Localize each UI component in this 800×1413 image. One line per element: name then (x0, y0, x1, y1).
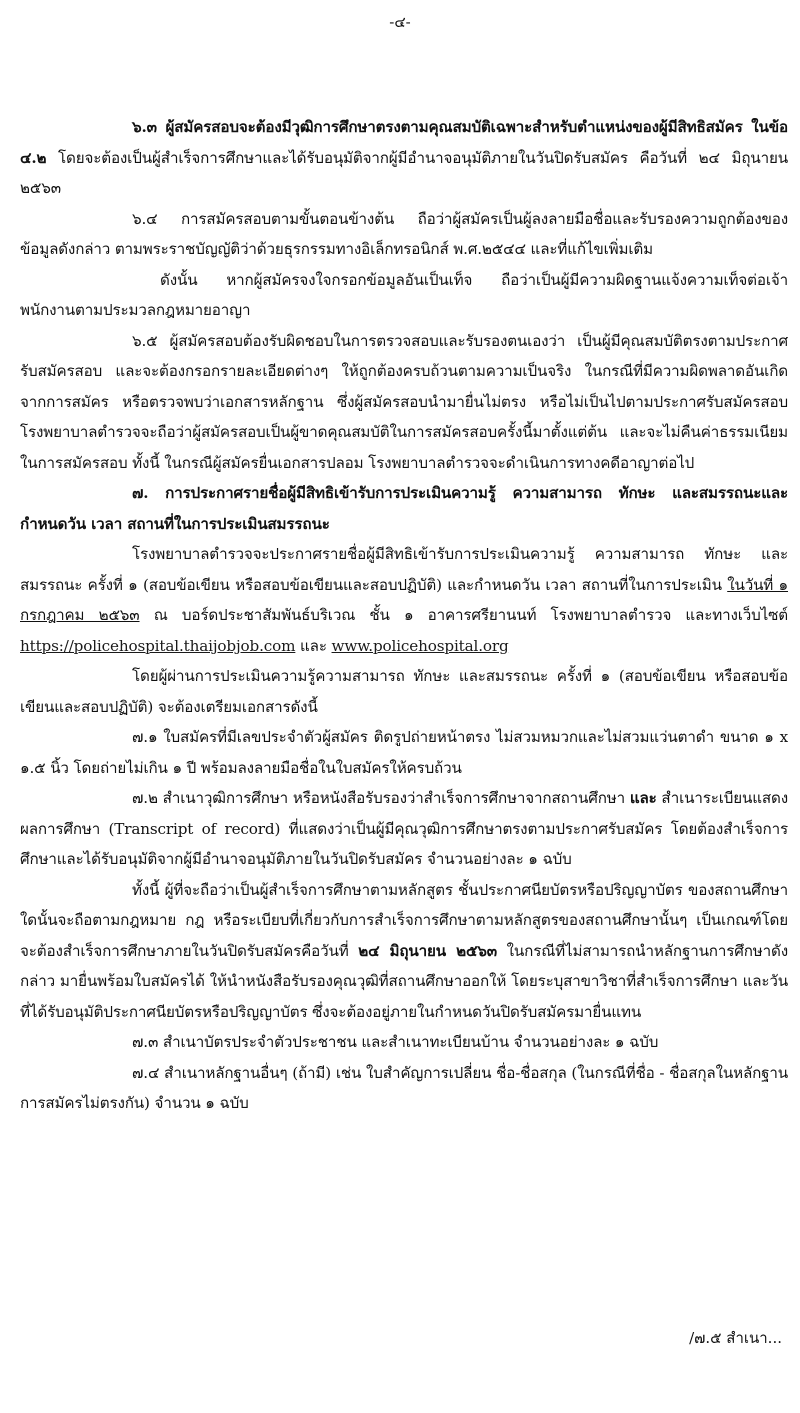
paragraph-7-announcement (20, 539, 788, 661)
paragraph-7-1: ๗.๑ ใบสมัครที่มีเลขประจำตัวผู้สมัคร ติดรูปถ่ายหน้าตรง ไม่สวมหมวกและไม่สวมแว่นตาดำ ขนาด ๑ x ๑.๕ นิ้ว โดยถ่ายไม่เกิน ๑ ปี พร้อมลงลายมือชื่อในใบสมัครให้ครบถ้วน (20, 728, 788, 777)
paragraph-7-2-note-part2: ในกรณีที่ไม่สามารถนำหลักฐานการศึกษาดังกล่าว มายื่นพร้อมใบสมัครได้ ให้นำหนังสือรับรองคุณวุฒิที่สถานศึกษาออกให้ โดยระบุสาขาวิชาที่สำเร็จการศึกษา และวันที่ได้รับอนุมัติประกาศนียบัตรหรือปริญญาบัตร ซึ่งจะต้องอยู่ภายในกำหนดวันปิดรับสมัครมายื่นแทน (20, 941, 788, 1021)
paragraph-7-2-part2: สำเนาระเบียนแสดงผลการศึกษา (Transcript of record) ที่แสดงว่าเป็นผู้มีคุณวุฒิการศึกษาตรงตามประกาศรับสมัคร โดยต้องสำเร็จการศึกษาและได้รับอนุมัติจากผู้มีอำนาจอนุมัติภายในวันปิดรับสมัคร จำนวนอย่างละ ๑ ฉบับ (20, 789, 788, 868)
paragraph-7-2-and: และ (629, 789, 657, 807)
paragraph-6-3 (20, 112, 788, 204)
paragraph-6-5: ๖.๕ ผู้สมัครสอบต้องรับผิดชอบในการตรวจสอบและรับรองตนเองว่า เป็นผู้มีคุณสมบัติตรงตามประกาศรับสมัครสอบ และจะต้องกรอกรายละเอียดต่างๆ ให้ถูกต้องครบถ้วนตามความเป็นจริง ในกรณีที่มีความผิดพลาดอันเกิดจากการสมัคร หรือตรวจพบว่าเอกสารหลักฐาน ซึ่งผู้สมัครสอบนำมายื่นไม่ตรง หรือไม่เป็นไปตามประกาศรับสมัครสอบ โรงพยาบาลตำรวจจะถือว่าผู้สมัครสอบเป็นผู้ขาดคุณสมบัติในการสมัครสอบครั้งนี้มาตั้งแต่ต้น และจะไม่คืนค่าธรรมเนียมในการสมัครสอบ ทั้งนี้ ในกรณีผู้สมัครยื่นเอกสารปลอม โรงพยาบาลตำรวจจะดำเนินการทางคดีอาญาต่อไป (20, 331, 788, 472)
section-7-heading: ๗. การประกาศรายชื่อผู้มีสิทธิเข้ารับการประเมินความรู้ ความสามารถ ทักษะ และสมรรถนะและกำหนดวัน เวลา สถานที่ในการประเมินสมรรถนะ (20, 484, 788, 533)
paragraph-6-4-continued: ดังนั้น หากผู้สมัครจงใจกรอกข้อมูลอันเป็นเท็จ ถือว่าเป็นผู้มีความผิดฐานแจ้งความเท็จต่อเจ้าพนักงานตามประมวลกฎหมายอาญา (20, 270, 788, 319)
paragraph-7-4: ๗.๔ สำเนาหลักฐานอื่นๆ (ถ้ามี) เช่น ใบสำคัญการเปลี่ยน ชื่อ-ชื่อสกุล (ในกรณีที่ชื่อ - ชื่อสกุลในหลักฐานการสมัครไม่ตรงกัน) จำนวน ๑ ฉบับ (20, 1063, 788, 1112)
paragraph-7-2 (20, 783, 788, 875)
page-number: -๔- (389, 13, 411, 31)
paragraph-7-2-note-part1: ทั้งนี้ ผู้ที่จะถือว่าเป็นผู้สำเร็จการศึกษาตามหลักสูตร ชั้นประกาศนียบัตรหรือปริญญาบัตร ของสถานศึกษาใดนั้นจะถือตามกฎหมาย กฎ หรือระเบียบที่เกี่ยวกับการสำเร็จการศึกษาตามหลักสูตรของสถานศึกษานั้นๆ เป็นเกณฑ์โดยจะต้องสำเร็จการศึกษาภายในวันปิดรับสมัครคือวันที่ (20, 880, 788, 960)
paragraph-7-announcement-part2: ณ บอร์ดประชาสัมพันธ์บริเวณ ชั้น ๑ อาคารศรียานนท์ โรงพยาบาลตำรวจ และทางเว็บไซต์ (139, 606, 788, 624)
document-body (20, 112, 788, 1119)
paragraph-6-3-lead: ๖.๓ ผู้สมัครสอบจะต้องมีวุฒิการศึกษาตรงตามคุณสมบัติเฉพาะสำหรับตำแหน่งของผู้มีสิทธิสมัคร ในข้อ ๔.๒ (20, 118, 788, 167)
paragraph-7-3: ๗.๓ สำเนาบัตรประจำตัวประชาชน และสำเนาทะเบียนบ้าน จำนวนอย่างละ ๑ ฉบับ (132, 1033, 659, 1051)
paragraph-6-3-rest: โดยจะต้องเป็นผู้สำเร็จการศึกษาและได้รับอนุมัติจากผู้มีอำนาจอนุมัติภายในวันปิดรับสมัคร คือวันที่ ๒๔ มิถุนายน ๒๕๖๓ (20, 148, 788, 197)
paragraph-7-documents-intro: โดยผู้ผ่านการประเมินความรู้ความสามารถ ทักษะ และสมรรถนะ ครั้งที่ ๑ (สอบข้อเขียน หรือสอบข้อเขียนและสอบปฏิบัติ) จะต้องเตรียมเอกสารดังนี้ (20, 667, 788, 716)
paragraph-7-2-part1: ๗.๒ สำเนาวุฒิการศึกษา หรือหนังสือรับรองว่าสำเร็จการศึกษาจากสถานศึกษา (132, 789, 630, 807)
website-link-thaijobjob[interactable]: https://policehospital.thaijobjob.com (20, 636, 296, 655)
closing-date: ๒๔ มิถุนายน ๒๕๖๓ (358, 941, 498, 960)
paragraph-7-2-note (20, 875, 788, 1028)
paragraph-6-4: ๖.๔ การสมัครสอบตามขั้นตอนข้างต้น ถือว่าผู้สมัครเป็นผู้ลงลายมือชื่อและรับรองความถูกต้องของข้อมูลดังกล่าว ตามพระราชบัญญัติว่าด้วยธุรกรรมทางอิเล็กทรอนิกส์ พ.ศ.๒๕๔๔ และที่แก้ไขเพิ่มเติม (20, 209, 788, 258)
paragraph-7-announcement-part1: โรงพยาบาลตำรวจจะประกาศรายชื่อผู้มีสิทธิเข้ารับการประเมินความรู้ ความสามารถ ทักษะ และสมรรถนะ ครั้งที่ ๑ (สอบข้อเขียน หรือสอบข้อเขียนและสอบปฏิบัติ) และกำหนดวัน เวลา สถานที่ในการประเมิน (20, 545, 788, 594)
website-link-policehospital[interactable]: www.policehospital.org (331, 636, 509, 655)
announcement-date: ในวันที่ ๑ กรกฎาคม ๒๕๖๓ (20, 575, 789, 624)
continuation-reference: /๗.๕ สำเนา... (689, 1329, 782, 1347)
conjunction-and: และ (295, 636, 332, 655)
